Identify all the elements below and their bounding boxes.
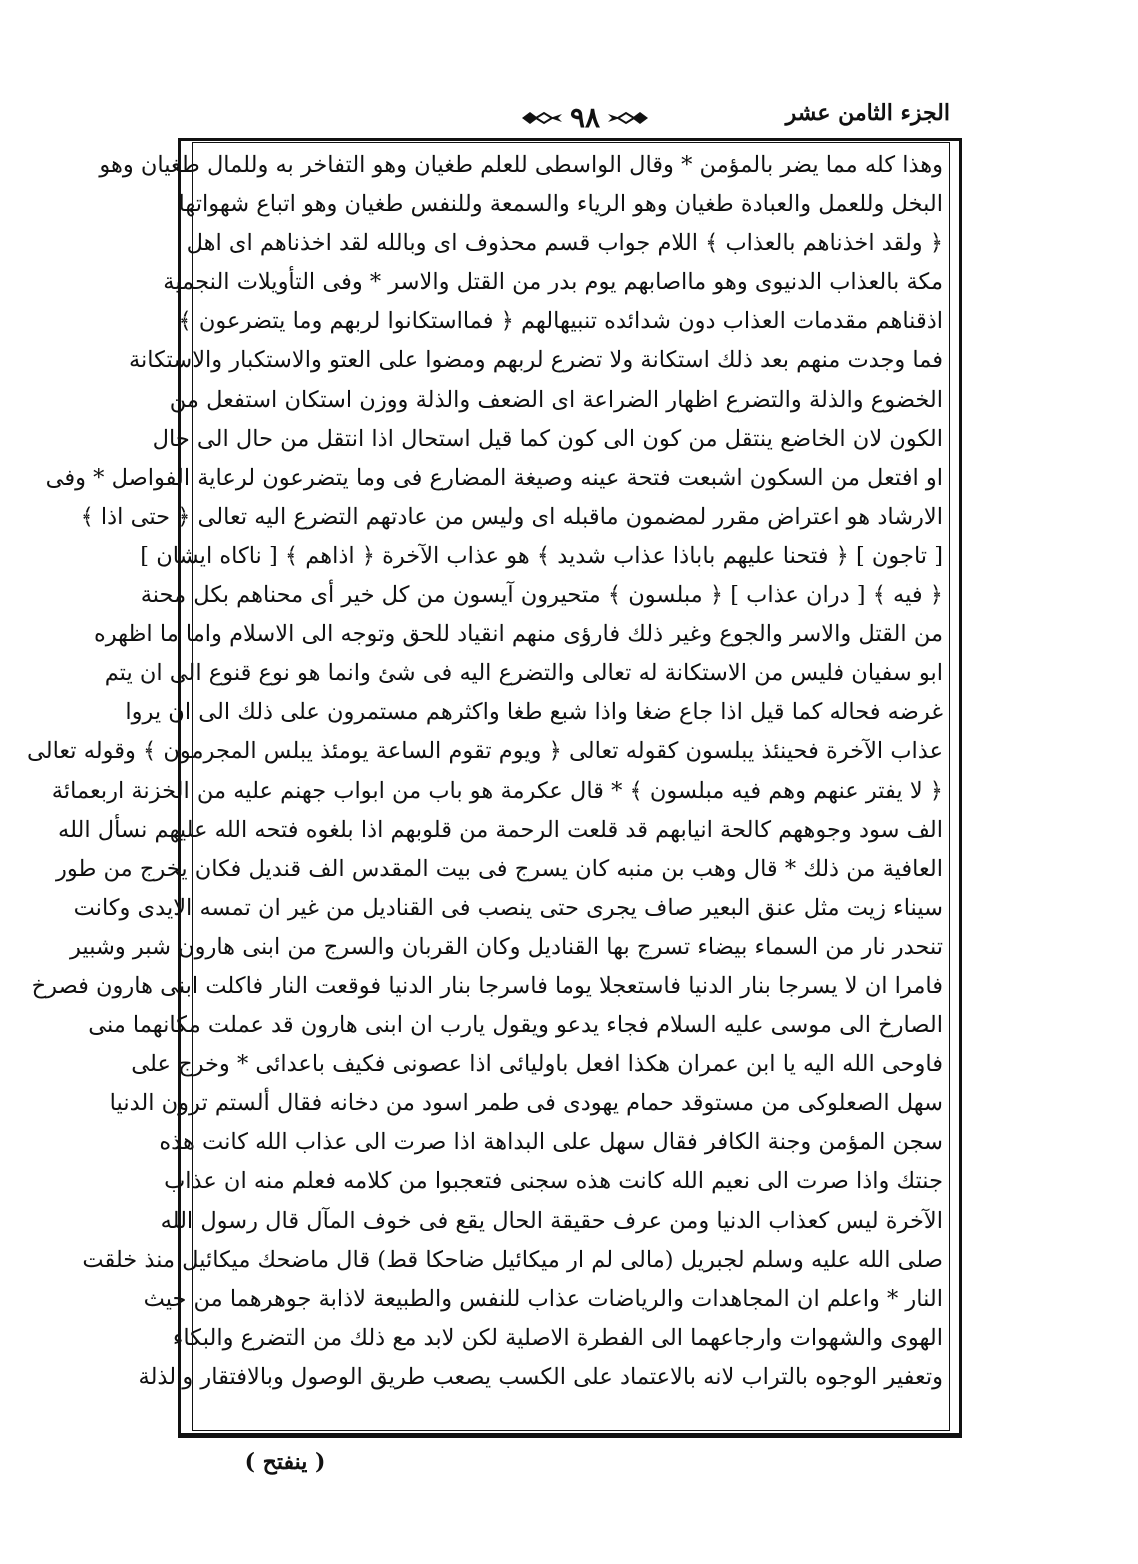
text-line: الهوى والشهوات وارجاعهما الى الفطرة الاصلية لكن لابد مع ذلك من التضرع والبكاء — [172, 1324, 943, 1351]
text-line: ﴿ فيه ﴾ [ دران عذاب ] ﴿ مبلسون ﴾ متحيرون آيسون من كل خير أى محناهم بكل محنة — [140, 582, 943, 609]
text-line: الآخرة ليس كعذاب الدنيا ومن عرف حقيقة الحال يقع فى خوف المآل قال رسول الله — [160, 1207, 943, 1234]
text-line: سهل الصعلوكى من مستوقد حمام يهودى فى طمر اسود من دخانه فقال ألستم ترون الدنيا — [109, 1090, 943, 1117]
text-line: فامرا ان لا يسرجا بنار الدنيا فاستعجلا يوما فاسرجا بنار الدنيا فوقعت النار فاكلت ابنى هارون فصرخ — [31, 972, 943, 999]
text-line: غرضه فحاله كما قيل اذا جاع ضغا واذا شبع طغا واكثرهم مستمرون على ذلك الى ان يروا — [125, 699, 943, 726]
text-line: وهذا كله مما يضر بالمؤمن * وقال الواسطى للعلم طغيان وهو التفاخر به وللمال طغيان وهو — [99, 152, 943, 178]
text-line: النار * واعلم ان المجاهدات والرياضات عذاب للنفس والطبيعة لاذابة جوهرهما من حيث — [143, 1285, 943, 1312]
text-line: فما وجدت منهم بعد ذلك استكانة ولا تضرع لربهم ومضوا على العتو والاستكبار والاستكانة — [128, 347, 943, 374]
text-line: وتعفير الوجوه بالتراب لانه بالاعتماد على الكسب يصعب طريق الوصول وبالافتقار والذلة — [138, 1363, 943, 1390]
page-number-block — [505, 100, 665, 136]
body-text — [26, 146, 943, 1397]
text-line: الارشاد هو اعتراض مقرر لمضمون ماقبله اى وليس من عادتهم التضرع اليه تعالى ﴿ حتى اذا ﴾ — [80, 503, 943, 530]
text-line: البخل وللعمل والعبادة طغيان وهو الرياء والسمعة وللنفس طغيان وهو اتباع شهواتها — [178, 191, 943, 218]
text-line: اذقناهم مقدمات العذاب دون شدائده تنبيهالهم ﴿ فمااستكانوا لربهم وما يتضرعون ﴾ — [178, 308, 943, 335]
text-line: صلى الله عليه وسلم لجبريل (مالى لم ار ميكائيل ضاحكا قط) قال ماضحك ميكائيل منذ خلقت — [82, 1246, 943, 1273]
text-line: سيناء زيت مثل عنق البعير صاف يجرى حتى ينصب فى القناديل من غير ان تمسه الايدى وكانت — [73, 894, 943, 921]
text-line: تنحدر نار من السماء بيضاء تسرج بها القناديل وكان القربان والسرج من ابنى هارون شبر وشبير — [70, 933, 943, 960]
text-line: الصارخ الى موسى عليه السلام فجاء يدعو ويقول يارب ان ابنى هارون قد عملت مكانهما منى — [88, 1012, 943, 1039]
text-line: عذاب الآخرة فحينئذ يبلسون كقوله تعالى ﴿ ويوم تقوم الساعة يومئذ يبلس المجرمون ﴾ وقوله تعالى — [26, 738, 943, 765]
text-line: [ تاجون ] ﴿ فتحنا عليهم باباذا عذاب شديد ﴾ هو عذاب الآخرة ﴿ اذاهم ﴾ [ ناكاه ايشان ] — [140, 542, 943, 569]
page-number: ٩٨ — [569, 101, 601, 134]
text-line: ﴿ ولقد اخذناهم بالعذاب ﴾ اللام جواب قسم محذوف اى وبالله لقد اخذناهم اى اهل — [186, 230, 943, 257]
text-line: سجن المؤمن وجنة الكافر فقال سهل على البداهة اذا صرت الى عذاب الله كانت هذه — [159, 1129, 943, 1156]
text-line: العافية من ذلك * قال وهب بن منبه كان يسرج فى بيت المقدس الف قنديل فكان يخرج من طور — [55, 855, 943, 882]
ornament-icon — [606, 109, 650, 127]
text-line: مكة بالعذاب الدنيوى وهو مااصابهم يوم بدر من القتل والاسر * وفى التأويلات النجمية — [163, 269, 943, 296]
text-line: الخضوع والذلة والتضرع اظهار الضراعة اى الضعف والذلة ووزن استكان استفعل من — [169, 386, 943, 413]
text-line: او افتعل من السكون اشبعت فتحة عينه وصيغة المضارع فى وما يتضرعون لرعاية الفواصل * وفى — [45, 464, 943, 491]
text-line: ﴿ لا يفتر عنهم وهم فيه مبلسون ﴾ * قال عكرمة هو باب من ابواب جهنم عليه من الخزنة اربعمائة — [51, 777, 943, 804]
text-line: الف سود وجوههم كالحة انيابهم قد قلعت الرحمة من قلوبهم اذا بلغوه فتحه الله عليهم نسأل الله — [58, 816, 943, 843]
text-line: فاوحى الله اليه يا ابن عمران هكذا افعل باوليائى اذا عصونى فكيف باعدائى * وخرج على — [131, 1051, 943, 1078]
frame-bottom-rule — [178, 1433, 962, 1438]
text-line: الكون لان الخاضع ينتقل من كون الى كون كما قيل استحال اذا انتقل من حال الى حال — [152, 425, 943, 452]
text-line: جنتك واذا صرت الى نعيم الله كانت هذه سجنى فتعجبوا من كلامه فعلم منه ان عذاب — [164, 1168, 943, 1195]
part-title: الجزء الثامن عشر — [785, 100, 950, 126]
catchword: ( ينفتح ) — [244, 1449, 326, 1475]
text-line: من القتل والاسر والجوع وغير ذلك فارؤى منهم انقياد للحق وتوجه الى الاسلام واما ما اظهره — [93, 621, 943, 648]
ornament-icon — [520, 109, 564, 127]
page-header — [195, 100, 950, 140]
text-line: ابو سفيان فليس من الاستكانة له تعالى والتضرع اليه فى شئ وانما هو نوع قنوع الى ان يتم — [104, 660, 943, 687]
